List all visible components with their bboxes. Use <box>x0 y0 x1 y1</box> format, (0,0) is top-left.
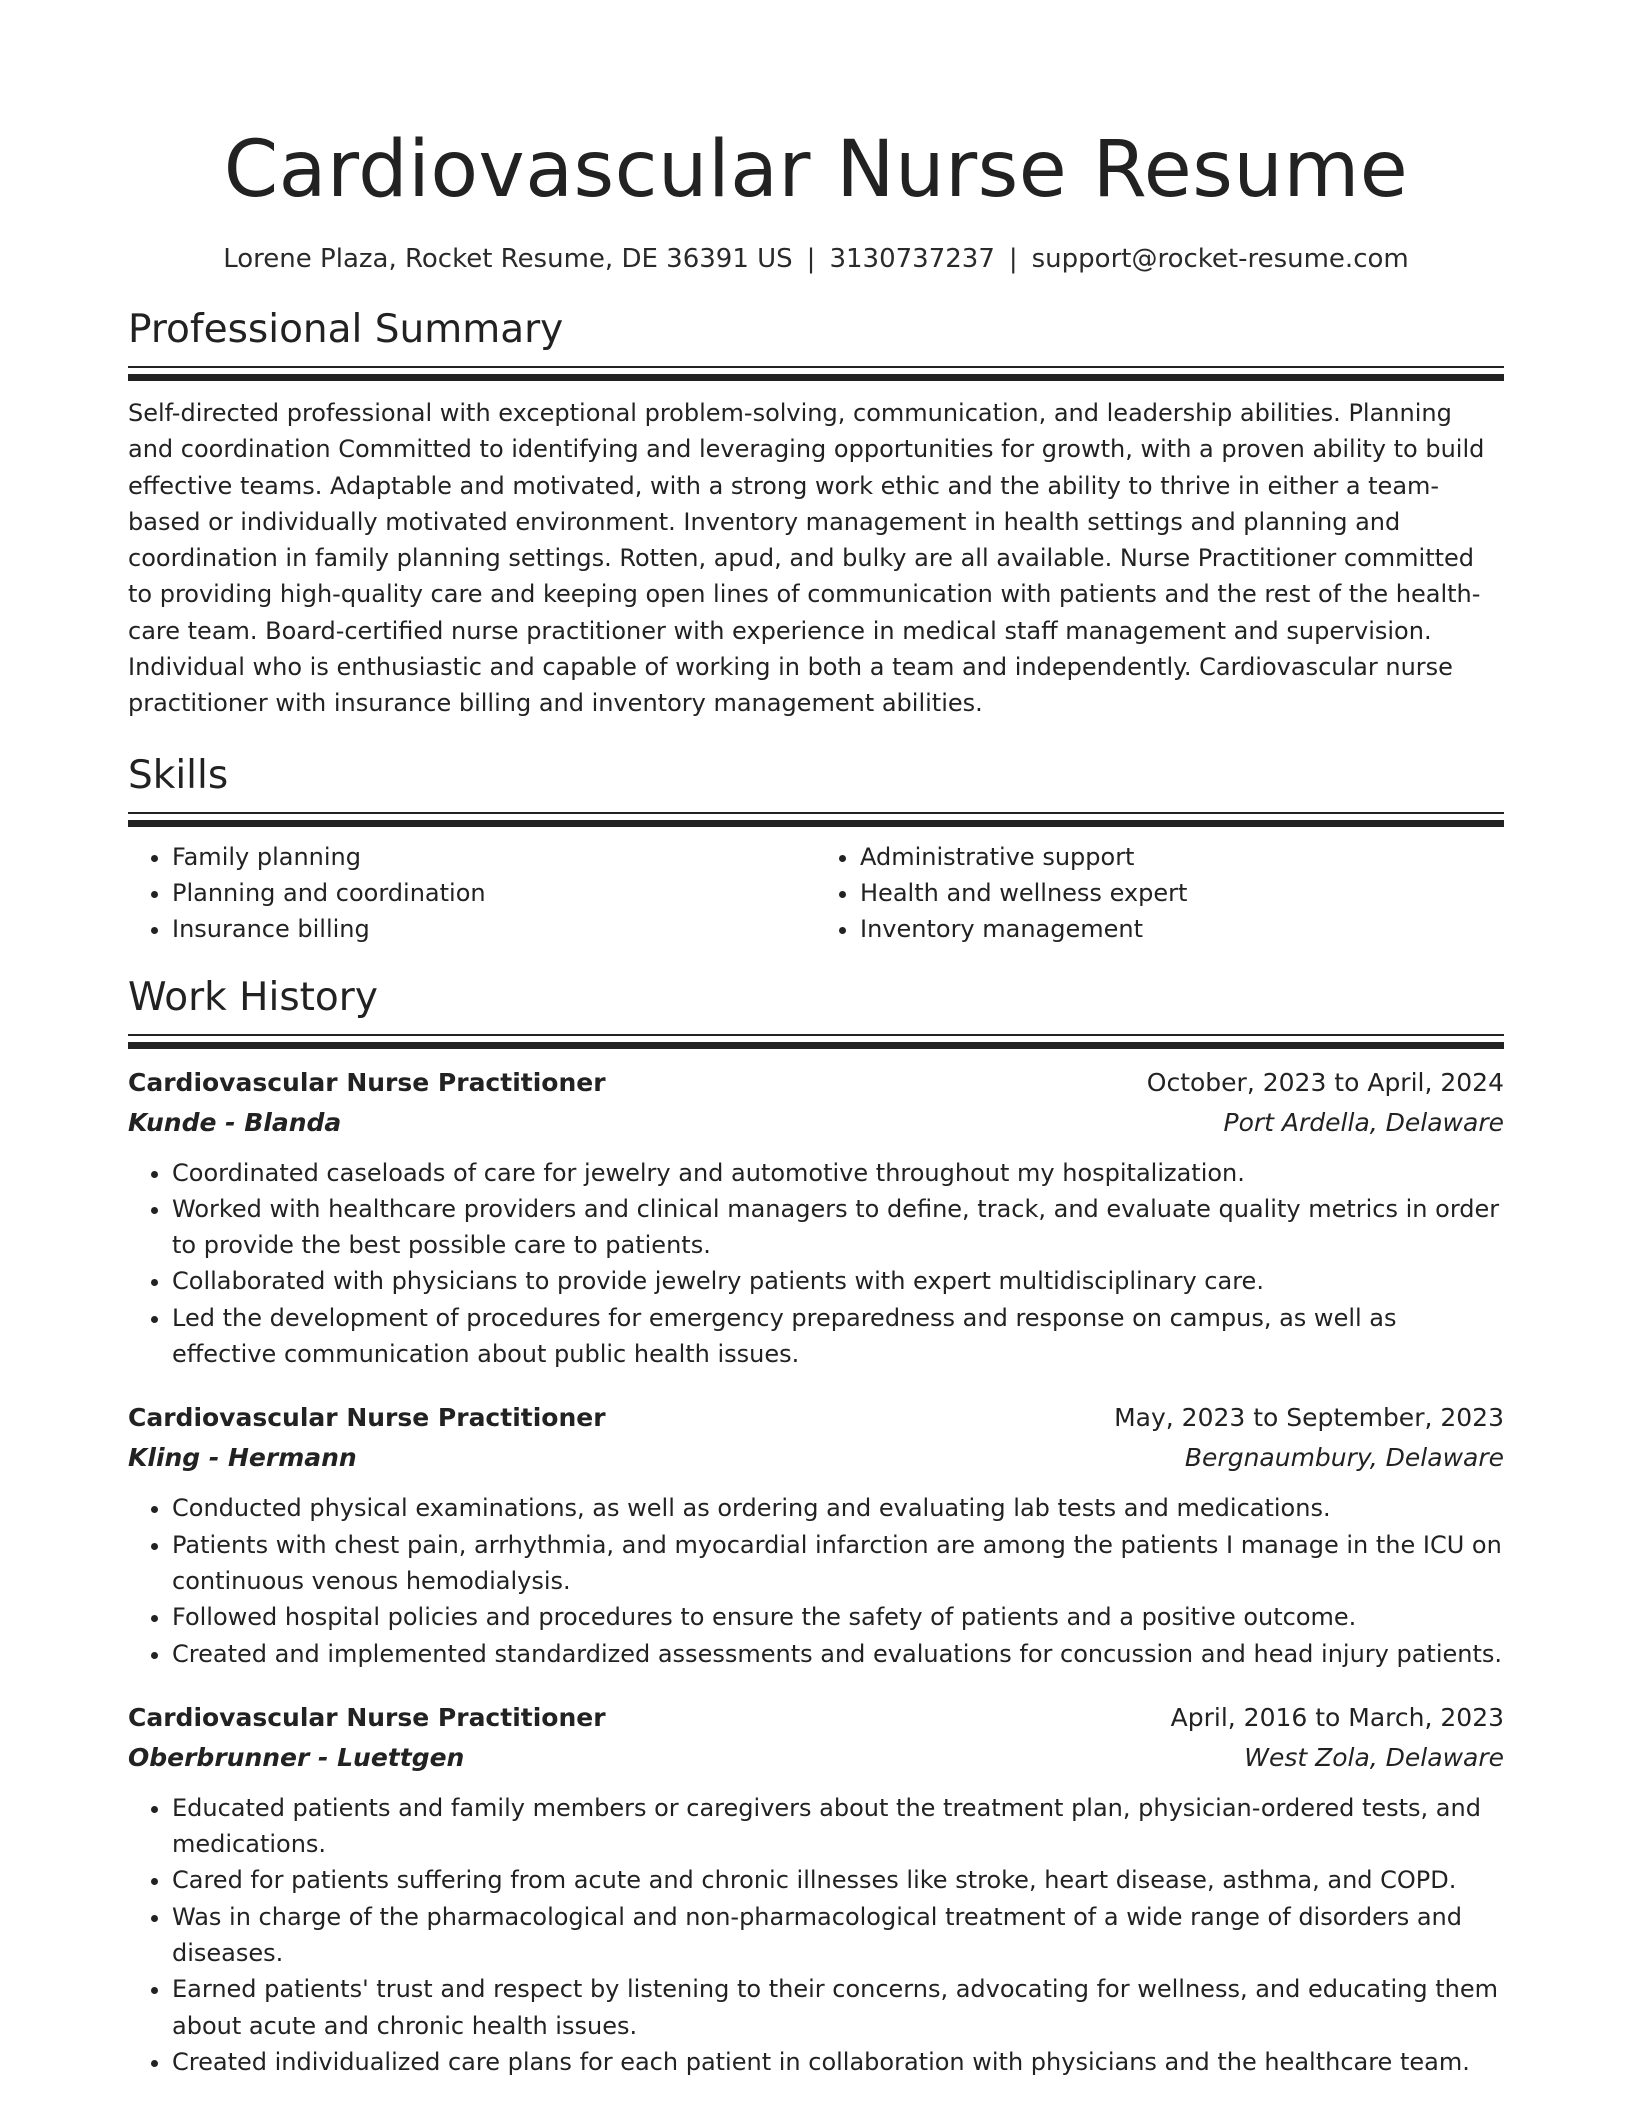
job-title: Cardiovascular Nurse Practitioner <box>128 1702 606 1732</box>
contact-separator: | <box>1008 244 1018 274</box>
section-divider <box>128 812 1504 827</box>
job-bullet: • Educated patients and family members or caregivers about the treatment plan, physician-ordered tests, and medications. <box>172 1790 1504 1863</box>
job-entry <box>128 1698 1504 2080</box>
job-company: Kling - Hermann <box>128 1443 357 1473</box>
job-title: Cardiovascular Nurse Practitioner <box>128 1403 606 1433</box>
summary-text: Self-directed professional with exceptional problem-solving, communication, and leadership abilities. Planning and coordination Committed to identifying and leveraging opportunities for growth, with a proven ability to build effective teams. Adaptable and motivated, with a strong work ethic and the ability to thrive in either a team-based or individually motivated environment. Inventory management in health settings and planning and coordination in family planning settings. Rotten, apud, and bulky are all available. Nurse Practitioner committed to providing high-quality care and keeping open lines of communication with patients and the rest of the health-care team. Board-certified nurse practitioner with experience in medical staff management and supervision. Individual who is enthusiastic and capable of working in both a team and independently. Cardiovascular nurse practitioner with insurance billing and inventory management abilities. <box>128 399 1485 718</box>
resume-page <box>128 0 1504 2080</box>
job-location: Port Ardella, Delaware <box>1223 1107 1504 1137</box>
job-subheader <box>128 1738 1504 1778</box>
work-heading: Work History <box>128 974 378 1020</box>
job-bullet: • Led the development of procedures for emergency preparedness and response on campus, as well as effective communication about public health issues. <box>172 1300 1504 1373</box>
job-bullet: • Created and implemented standardized assessments and evaluations for concussion and head injury patients. <box>172 1636 1504 1672</box>
skills-column-left <box>128 839 816 948</box>
job-dates: May, 2023 to September, 2023 <box>1114 1403 1504 1433</box>
job-location: Bergnaumbury, Delaware <box>1184 1443 1504 1473</box>
job-bullet: • Was in charge of the pharmacological and non-pharmacological treatment of a wide range of disorders and diseases. <box>172 1899 1504 1972</box>
job-bullet: • Coordinated caseloads of care for jewelry and automotive throughout my hospitalization. <box>172 1155 1504 1191</box>
skill-item: • Health and wellness expert <box>860 875 1504 911</box>
job-bullet: • Followed hospital policies and procedures to ensure the safety of patients and a positive outcome. <box>172 1599 1504 1635</box>
skill-item: • Inventory management <box>860 911 1504 947</box>
job-location: West Zola, Delaware <box>1244 1742 1504 1772</box>
section-divider <box>128 366 1504 381</box>
work-section <box>128 974 1504 2081</box>
section-divider <box>128 1034 1504 1049</box>
skill-item: • Family planning <box>172 839 816 875</box>
job-bullets <box>128 1155 1504 1373</box>
contact-address: Lorene Plaza, Rocket Resume, DE 36391 US <box>223 244 793 274</box>
job-bullet: • Worked with healthcare providers and clinical managers to define, track, and evaluate quality metrics in order to provide the best possible care to patients. <box>172 1191 1504 1264</box>
job-entry <box>128 1398 1504 1671</box>
job-bullet: • Earned patients' trust and respect by listening to their concerns, advocating for wellness, and educating them about acute and chronic health issues. <box>172 1971 1504 2044</box>
job-company: Kunde - Blanda <box>128 1107 342 1137</box>
contact-separator: | <box>806 244 816 274</box>
job-bullet: • Patients with chest pain, arrhythmia, and myocardial infarction are among the patients I manage in the ICU on continuous venous hemodialysis. <box>172 1527 1504 1600</box>
job-bullets <box>128 1490 1504 1671</box>
skills-heading: Skills <box>128 752 229 798</box>
job-subheader <box>128 1438 1504 1478</box>
job-title: Cardiovascular Nurse Practitioner <box>128 1067 606 1097</box>
skill-item: • Administrative support <box>860 839 1504 875</box>
skill-item: • Planning and coordination <box>172 875 816 911</box>
skills-column-right <box>816 839 1504 948</box>
job-bullet: • Created individualized care plans for each patient in collaboration with physicians and the healthcare team. <box>172 2044 1504 2080</box>
skills-section <box>128 752 1504 948</box>
summary-heading: Professional Summary <box>128 307 564 352</box>
job-bullet: • Collaborated with physicians to provide jewelry patients with expert multidisciplinary care. <box>172 1263 1504 1299</box>
summary-section <box>128 306 1504 722</box>
skills-list <box>128 839 1504 948</box>
job-dates: October, 2023 to April, 2024 <box>1146 1067 1504 1097</box>
job-bullet: • Cared for patients suffering from acute and chronic illnesses like stroke, heart disease, asthma, and COPD. <box>172 1862 1504 1898</box>
job-subheader <box>128 1103 1504 1143</box>
job-bullet: • Conducted physical examinations, as well as ordering and evaluating lab tests and medications. <box>172 1490 1504 1526</box>
contact-email[interactable]: support@rocket-resume.com <box>1031 244 1409 274</box>
job-dates: April, 2016 to March, 2023 <box>1170 1702 1504 1732</box>
resume-title: Cardiovascular Nurse Resume <box>223 125 1409 215</box>
contact-phone: 3130737237 <box>829 244 995 274</box>
job-company: Oberbrunner - Luettgen <box>128 1742 465 1772</box>
job-header <box>128 1398 1504 1438</box>
job-entry <box>128 1063 1504 1373</box>
contact-line <box>128 242 1504 276</box>
skill-item: • Insurance billing <box>172 911 816 947</box>
job-bullets <box>128 1790 1504 2080</box>
job-header <box>128 1063 1504 1103</box>
job-header <box>128 1698 1504 1738</box>
